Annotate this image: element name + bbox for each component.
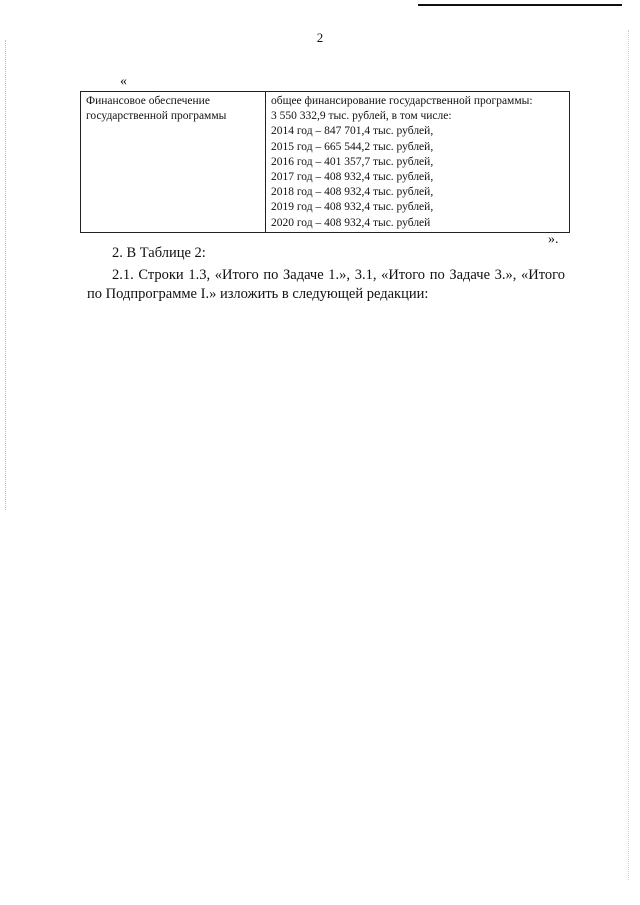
table-row	[81, 92, 570, 233]
value-line-2015: 2015 год – 665 544,2 тыс. рублей,	[271, 140, 434, 153]
scan-edge-left	[5, 40, 6, 510]
paragraph-rows-edit: 2.1. Строки 1.3, «Итого по Задаче 1.», 3.1, «Итого по Задаче 3.», «Итого по Подпрограмме I.» изложить в следующей редакции:	[87, 267, 565, 302]
value-line-2018: 2018 год – 408 932,4 тыс. рублей,	[271, 186, 434, 199]
top-edge-rule	[418, 4, 622, 6]
close-quote: ».	[548, 232, 559, 247]
value-line-2014: 2014 год – 847 701,4 тыс. рублей,	[271, 125, 434, 138]
page-number: 2	[316, 30, 324, 45]
label-line: Финансовое обеспечение	[86, 95, 210, 107]
scan-edge-right	[628, 30, 629, 880]
value-line-total: 3 550 332,9 тыс. рублей, в том числе:	[271, 110, 452, 123]
value-line-2020: 2020 год – 408 932,4 тыс. рублей	[271, 216, 431, 229]
financing-label-cell	[81, 92, 266, 233]
paragraph-table-2: 2. В Таблице 2:	[112, 245, 206, 261]
value-line-total-header: общее финансирование государственной программы:	[271, 95, 533, 107]
value-line-2016: 2016 год – 401 357,7 тыс. рублей,	[271, 155, 434, 168]
label-line: государственной программы	[86, 110, 227, 123]
financing-value-cell	[266, 92, 570, 233]
value-line-2017: 2017 год – 408 932,4 тыс. рублей,	[271, 171, 434, 184]
value-line-2019: 2019 год – 408 932,4 тыс. рублей,	[271, 201, 434, 214]
financing-table	[80, 91, 570, 233]
open-quote: «	[120, 74, 127, 89]
